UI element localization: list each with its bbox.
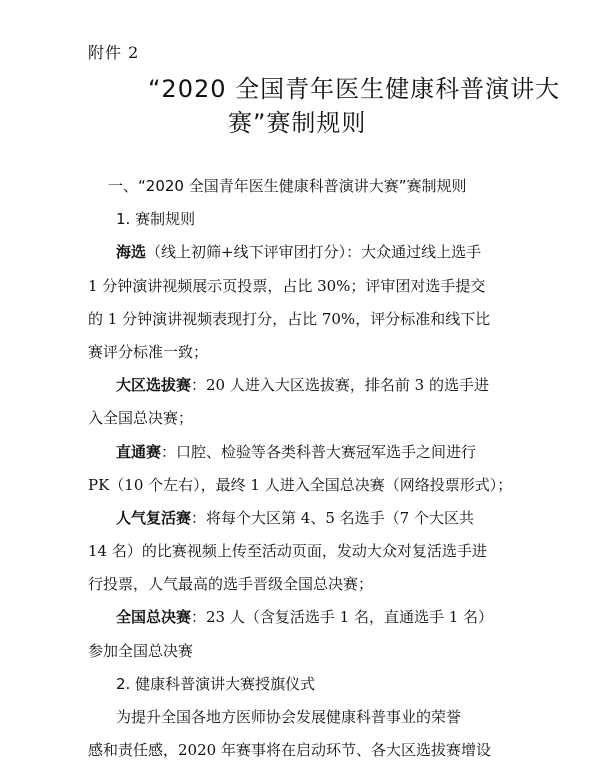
section-heading: 一、“2020 全国青年医生健康科普演讲大赛”赛制规则 xyxy=(108,177,467,195)
daqu-label: 大区选拔赛 xyxy=(116,376,192,395)
page-title xyxy=(0,72,600,140)
haixuan-line-2: 1 分钟演讲视频展示页投票，占比 30%；评审团对选手提交 xyxy=(88,276,486,295)
zhitong-line-1 xyxy=(88,436,528,469)
title-line-1: “2020 全国青年医生健康科普演讲大 xyxy=(148,75,561,103)
fuhuo-label: 人气复活赛 xyxy=(116,508,192,527)
attachment-label: 附件 2 xyxy=(88,43,140,62)
haixuan-line-4: 赛评分标准一致； xyxy=(88,342,209,361)
haixuan-line-3: 的 1 分钟演讲视频表现打分，占比 70%，评分标准和线下比 xyxy=(88,309,491,328)
fuhuo-line-1 xyxy=(88,502,528,535)
final-text-1: ：23 人（含复活选手 1 名，直通选手 1 名） xyxy=(191,608,494,627)
p2-line-2: 感和责任感，2020 年赛事将在启动环节、各大区选拔赛增设 xyxy=(88,741,491,760)
final-label: 全国总决赛 xyxy=(116,608,192,627)
final-line-2: 参加全国总决赛 xyxy=(88,641,194,660)
haixuan-line-1 xyxy=(88,236,528,269)
fuhuo-line-2: 14 名）的比赛视频上传至活动页面，发动大众对复活选手进 xyxy=(88,542,487,561)
title-line-2: 赛”赛制规则 xyxy=(228,109,367,137)
haixuan-text-1: （线上初筛+线下评审团打分）：大众通过线上选手 xyxy=(146,243,482,262)
fuhuo-line-3: 行投票，人气最高的选手晋级全国总决赛； xyxy=(88,575,374,594)
zhitong-line-2: PK（10 个左右），最终 1 人进入全国总决赛（网络投票形式）； xyxy=(88,475,513,494)
final-line-1 xyxy=(88,601,528,634)
zhitong-text-1: ：口腔、检验等各类科普大赛冠军选手之间进行 xyxy=(161,442,477,461)
subsection-heading-2: 2. 健康科普演讲大赛授旗仪式 xyxy=(116,674,316,693)
daqu-text-1: ：20 人进入大区选拔赛，排名前 3 的选手进 xyxy=(191,376,489,395)
fuhuo-text-1: ：将每个大区第 4、5 名选手（7 个大区共 xyxy=(191,508,474,527)
p2-line-1: 为提升全国各地方医师协会发展健康科普事业的荣誉 xyxy=(116,708,462,726)
haixuan-label: 海选 xyxy=(116,243,147,262)
daqu-line-1 xyxy=(88,369,528,402)
subsection-heading-1: 1. 赛制规则 xyxy=(116,210,196,229)
daqu-line-2: 入全国总决赛； xyxy=(88,409,194,428)
zhitong-label: 直通赛 xyxy=(116,442,162,461)
document-body xyxy=(88,170,528,767)
